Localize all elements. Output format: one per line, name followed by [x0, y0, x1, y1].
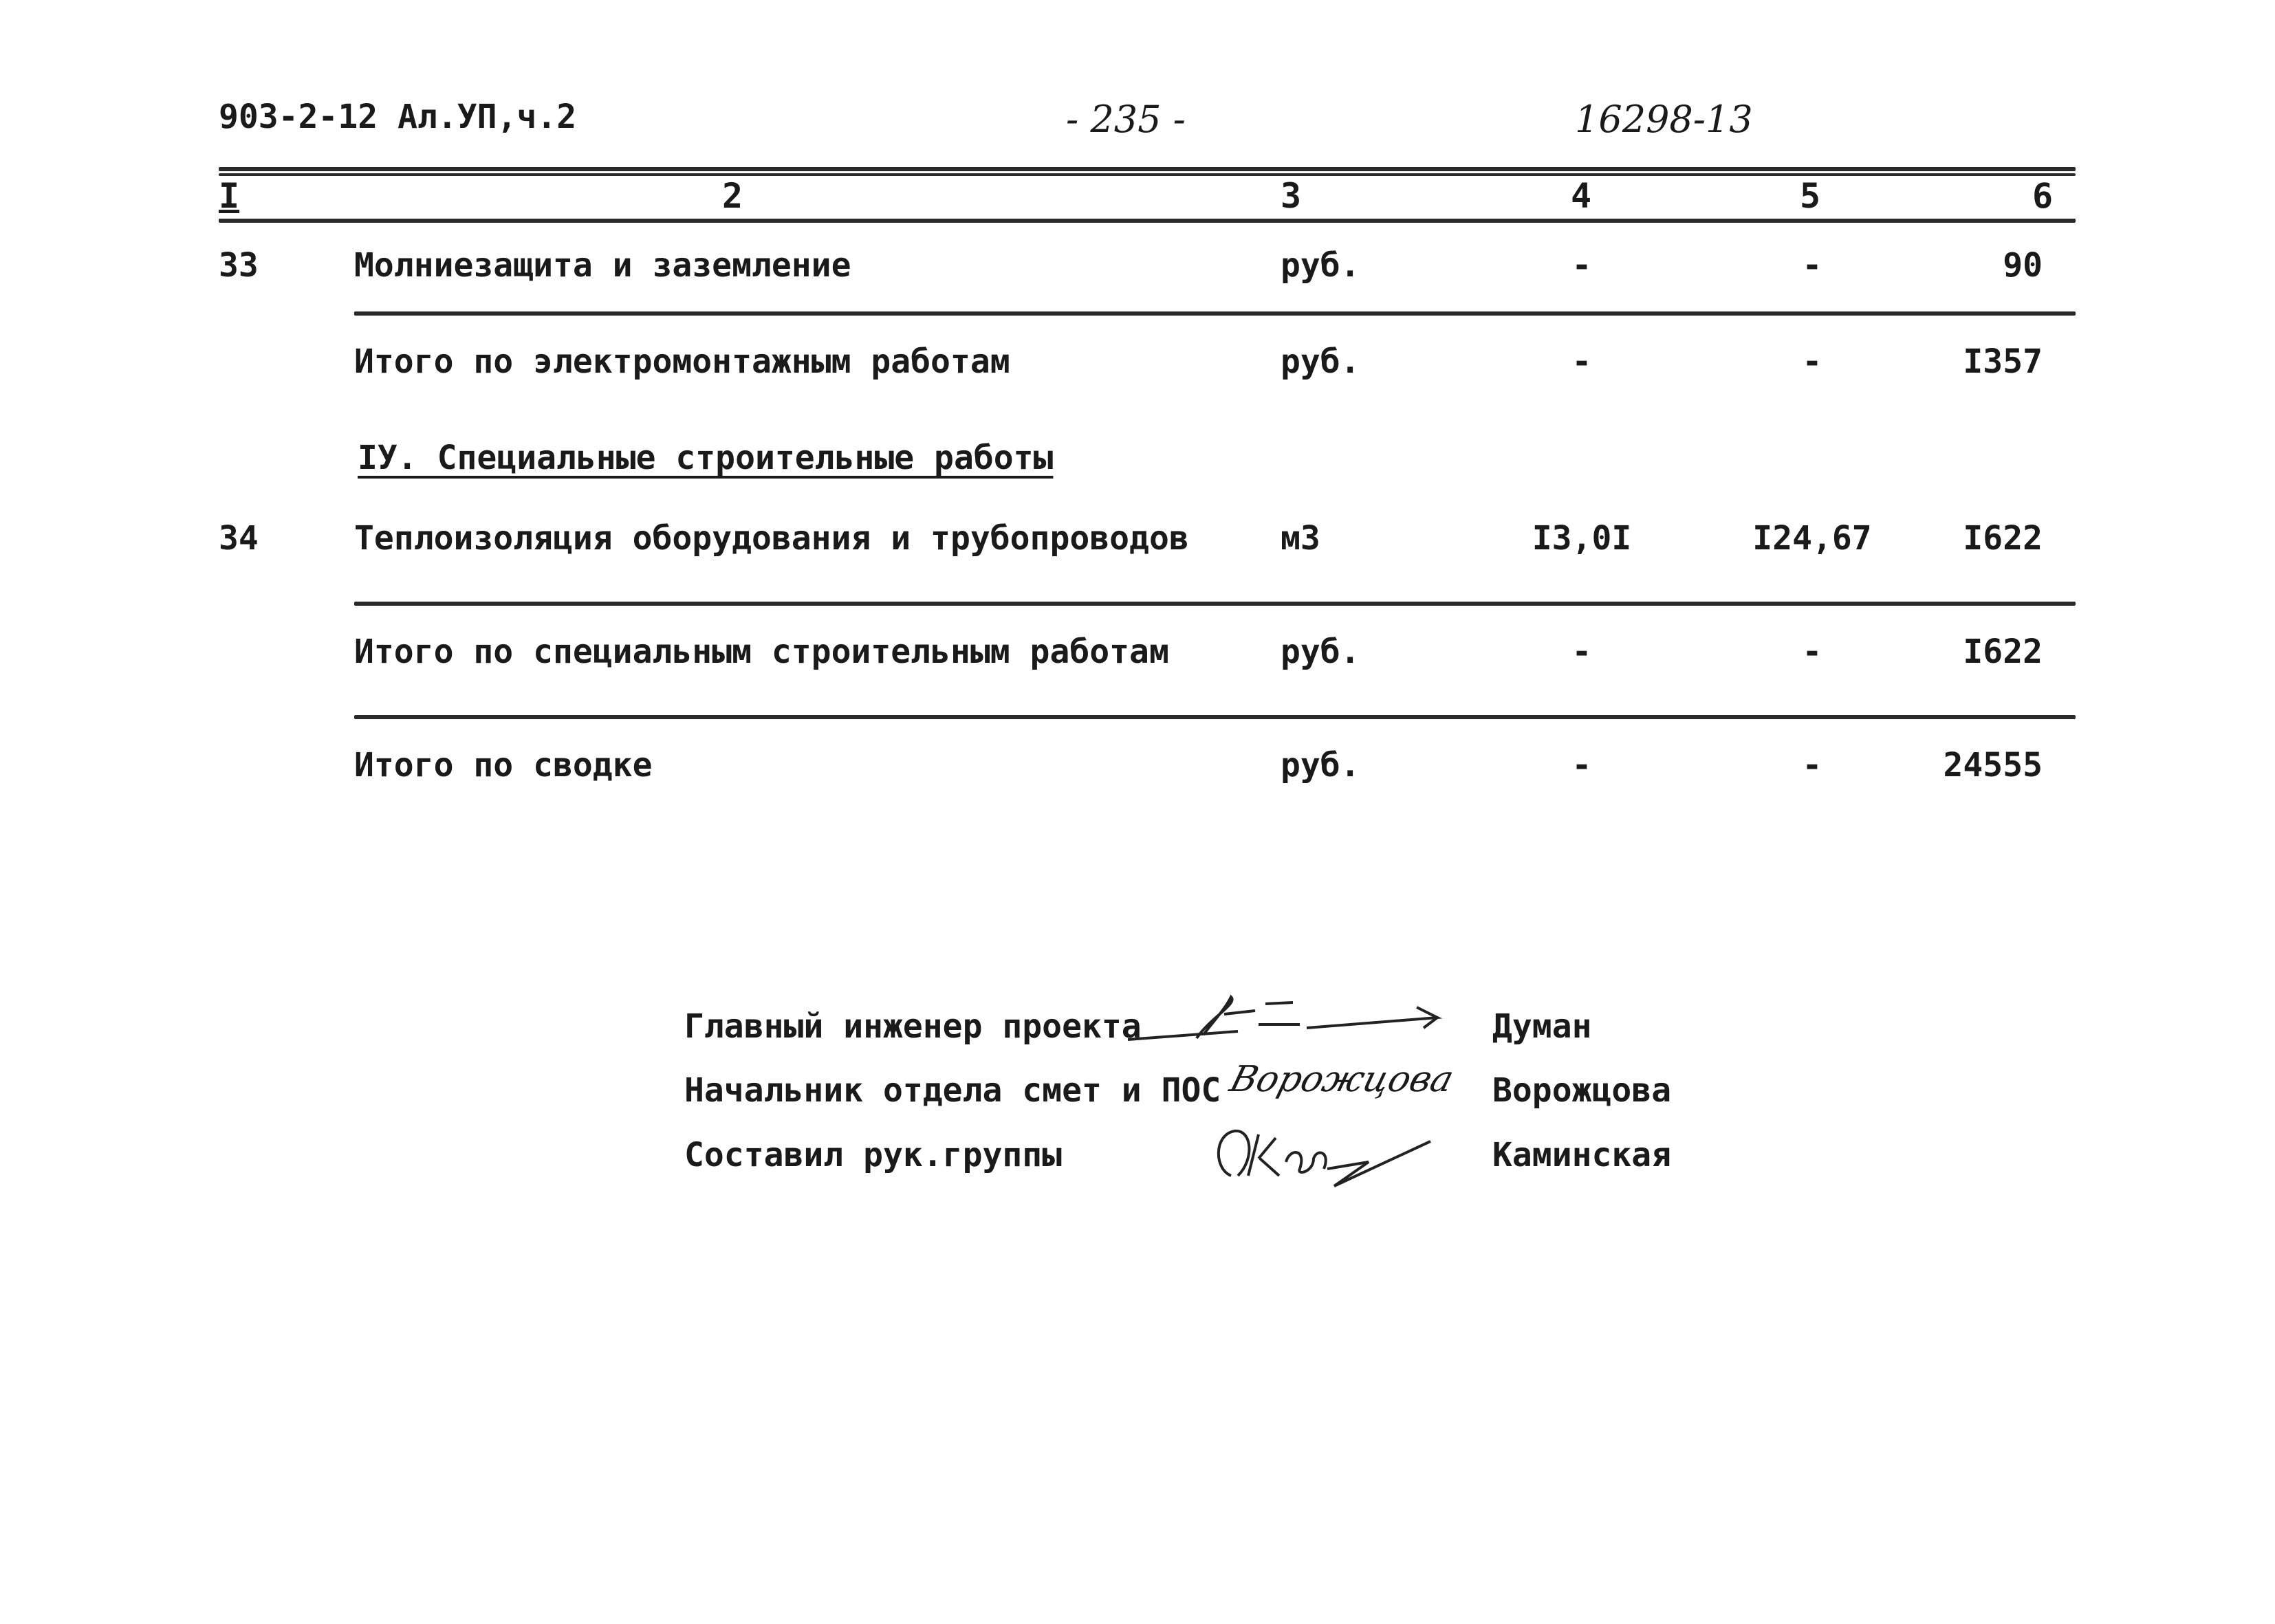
subtotal-electrical-col4: -: [1571, 342, 1592, 381]
subtotal-special-unit: руб.: [1281, 633, 1360, 671]
column-number-6: 6: [2032, 176, 2054, 216]
row-34-number: 34: [219, 519, 259, 558]
column-number-1: I: [219, 176, 240, 216]
signature-estimates-head-handwriting: Ворожцова: [1225, 1059, 1459, 1100]
signature-chief-engineer-handwriting: [1128, 990, 1458, 1052]
grand-total-col6: 24555: [1943, 746, 2043, 784]
subtotal-electrical-name: Итого по электромонтажным работам: [354, 342, 1010, 381]
row-33-col6: 90: [2003, 246, 2043, 285]
row-34-unit: м3: [1281, 519, 1320, 558]
top-rule-1: [219, 167, 2076, 171]
column-number-5: 5: [1800, 176, 1821, 216]
row-34-name: Теплоизоляция оборудования и трубопроводов: [354, 519, 1189, 558]
signature-role-group-leader: Составил рук.группы: [684, 1136, 1063, 1174]
subtotal-special-col6: I622: [1963, 633, 2043, 671]
top-rule-2: [219, 173, 2076, 176]
row-33-col5: -: [1802, 246, 1822, 285]
row-34-col5: I24,67: [1752, 519, 1872, 558]
grand-total-unit: руб.: [1281, 746, 1360, 784]
rule-after-row-34: [354, 602, 2076, 606]
inventory-number: 16298-13: [1575, 98, 1753, 141]
grand-total-col4: -: [1571, 746, 1592, 784]
signature-role-chief-engineer: Главный инженер проекта: [684, 1007, 1142, 1046]
row-33-name: Молниезащита и заземление: [354, 246, 851, 285]
row-34-col4: I3,0I: [1532, 519, 1632, 558]
signature-name-estimates-head: Ворожцова: [1492, 1071, 1672, 1110]
subtotal-special-col4: -: [1571, 633, 1592, 671]
signature-name-group-leader: Каминская: [1492, 1136, 1672, 1174]
grand-total-name: Итого по сводке: [354, 746, 653, 784]
subtotal-electrical-col6: I357: [1963, 342, 2043, 381]
column-number-2: 2: [722, 176, 743, 216]
column-number-4: 4: [1571, 176, 1592, 216]
signature-name-chief-engineer: Думан: [1492, 1007, 1592, 1046]
subtotal-special-col5: -: [1802, 633, 1822, 671]
subtotal-special-name: Итого по специальным строительным работам: [354, 633, 1169, 671]
rule-after-row-33: [354, 311, 2076, 316]
grand-total-col5: -: [1802, 746, 1822, 784]
page-number: - 235 -: [1066, 98, 1186, 141]
section-title-special-works: IУ. Специальные строительные работы: [358, 439, 1054, 477]
row-33-unit: руб.: [1281, 246, 1360, 285]
signature-group-leader-handwriting: [1210, 1121, 1437, 1196]
row-33-col4: -: [1571, 246, 1592, 285]
rule-before-grand-total: [354, 715, 2076, 719]
header-bottom-rule: [219, 219, 2076, 223]
row-34-col6: I622: [1963, 519, 2043, 558]
subtotal-electrical-unit: руб.: [1281, 342, 1360, 381]
document-code: 903-2-12 Ал.УП,ч.2: [219, 98, 577, 136]
column-number-3: 3: [1281, 176, 1302, 216]
row-33-number: 33: [219, 246, 259, 285]
signature-role-estimates-head: Начальник отдела смет и ПОС: [684, 1071, 1221, 1110]
subtotal-electrical-col5: -: [1802, 342, 1822, 381]
